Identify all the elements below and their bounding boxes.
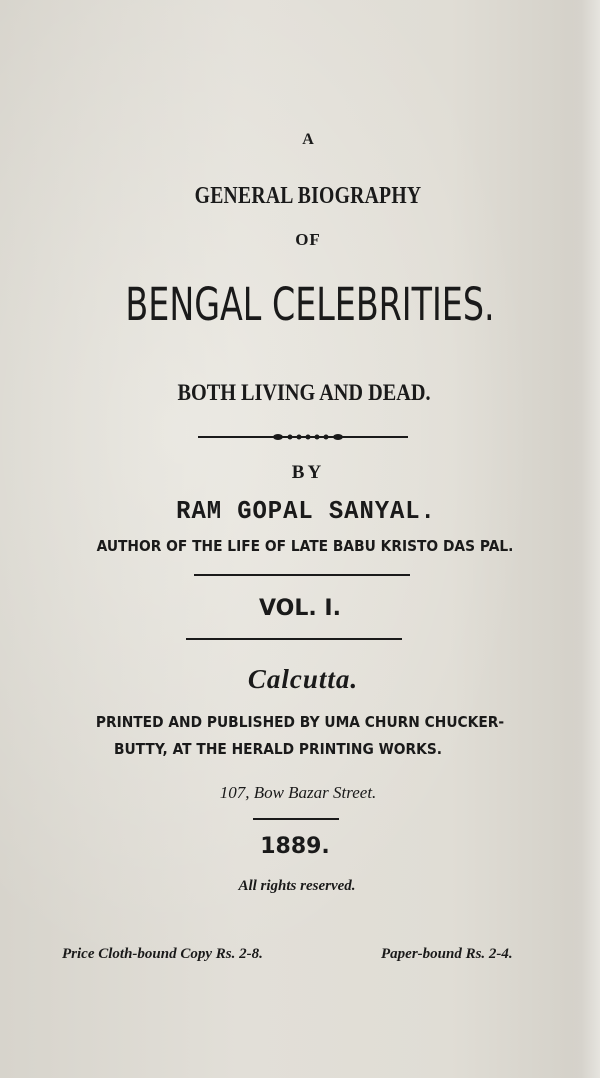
price-paper-bound: Paper-bound Rs. 2-4. bbox=[381, 946, 513, 962]
title-line-general-biography: GENERAL BIOGRAPHY bbox=[194, 183, 422, 209]
divider-rule-top bbox=[194, 574, 410, 576]
rights-notice: All rights reserved. bbox=[238, 878, 356, 894]
by-line: BY bbox=[291, 462, 325, 483]
author-credit: AUTHOR OF THE LIFE OF LATE BABU KRISTO DAS PAL. bbox=[96, 537, 514, 555]
ornamental-rule bbox=[198, 430, 408, 444]
printer-address: 107, Bow Bazar Street. bbox=[219, 783, 377, 802]
printer-line-1: PRINTED AND PUBLISHED BY UMA CHURN CHUCKER- bbox=[95, 713, 505, 731]
publication-city: Calcutta. bbox=[247, 664, 359, 694]
volume-number: VOL. I. bbox=[259, 596, 341, 621]
title-of: OF bbox=[295, 230, 321, 249]
short-rule bbox=[253, 818, 339, 820]
author-name: RAM GOPAL SANYAL. bbox=[176, 496, 436, 526]
publication-year: 1889. bbox=[260, 834, 330, 859]
subtitle: BOTH LIVING AND DEAD. bbox=[177, 380, 431, 405]
main-title: BENGAL CELEBRITIES. bbox=[125, 278, 495, 331]
printer-line-2: BUTTY, AT THE HERALD PRINTING WORKS. bbox=[113, 740, 443, 758]
price-cloth-bound: Price Cloth-bound Copy Rs. 2-8. bbox=[62, 946, 263, 962]
divider-rule-bottom bbox=[186, 638, 402, 640]
title-article: A bbox=[302, 131, 314, 148]
